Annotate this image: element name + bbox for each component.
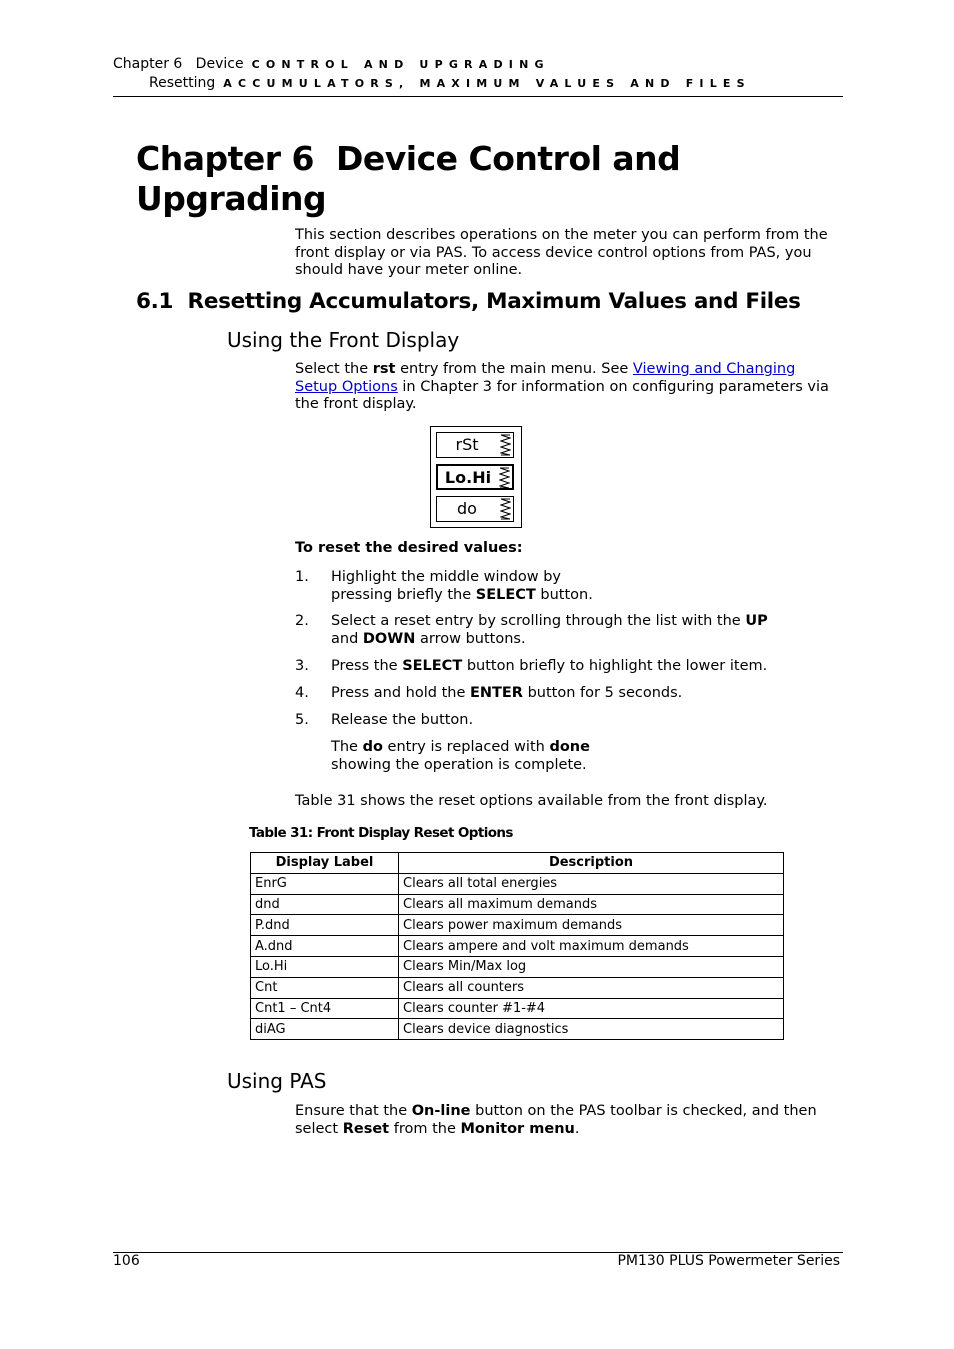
page-number: 106 bbox=[113, 1253, 140, 1269]
text-run: in Chapter 3 for information on configuring parameters via the front display. bbox=[295, 378, 829, 412]
step-number: 4. bbox=[295, 685, 309, 701]
step-text bbox=[331, 685, 831, 703]
link-viewing-and-changing-setup-options[interactable]: Viewing and Changing Setup Options bbox=[295, 361, 796, 395]
running-header-line1 bbox=[113, 56, 550, 72]
subsection-front-display: Using the Front Display bbox=[227, 328, 460, 352]
table-row bbox=[251, 936, 784, 957]
text-run: Ensure that the bbox=[295, 1103, 412, 1119]
table-row bbox=[251, 977, 784, 998]
procedure-heading: To reset the desired values: bbox=[295, 540, 523, 556]
table-row bbox=[251, 894, 784, 915]
running-header-line2 bbox=[149, 75, 751, 91]
cell-description: Clears ampere and volt maximum demands bbox=[399, 936, 784, 957]
bold-term-on-line: On-line bbox=[411, 1103, 471, 1119]
header-rule bbox=[113, 96, 843, 97]
bold-term-monitor-menu: Monitor menu bbox=[460, 1120, 575, 1137]
bold-term-down: DOWN bbox=[362, 630, 416, 647]
running-header-section-caps: ACCUMULATORS, MAXIMUM VALUES AND FILES bbox=[223, 77, 751, 90]
step-text bbox=[331, 658, 831, 676]
bold-term-enter: ENTER bbox=[469, 685, 523, 701]
text-run: Press the bbox=[331, 658, 403, 674]
text-run: showing the operation is complete. bbox=[331, 756, 587, 773]
cell-display-label: EnrG bbox=[251, 873, 399, 894]
text-run: button on the PAS toolbar is checked, and then select bbox=[295, 1103, 817, 1137]
scroll-indicator-icon bbox=[500, 434, 511, 456]
front-display-panel-figure bbox=[430, 426, 522, 528]
table-row bbox=[251, 873, 784, 894]
cell-description: Clears device diagnostics bbox=[399, 1019, 784, 1040]
scroll-indicator-icon bbox=[500, 498, 511, 520]
text-run: from the bbox=[389, 1120, 461, 1137]
chapter-title bbox=[136, 139, 836, 219]
pas-paragraph bbox=[295, 1103, 840, 1138]
step-text bbox=[331, 613, 831, 648]
cell-description: Clears power maximum demands bbox=[399, 915, 784, 936]
step-number: 2. bbox=[295, 613, 309, 629]
text-run: . bbox=[574, 1120, 580, 1137]
bold-term-reset: Reset bbox=[342, 1120, 390, 1137]
running-header-chapter: Chapter 6 Device bbox=[113, 56, 244, 72]
cell-description: Clears all total energies bbox=[399, 873, 784, 894]
cell-description: Clears all counters bbox=[399, 977, 784, 998]
cell-display-label: A.dnd bbox=[251, 936, 399, 957]
display-window-upper bbox=[436, 432, 514, 458]
text-run: and bbox=[331, 630, 363, 647]
text-run: Press and hold the bbox=[331, 685, 470, 701]
table-row bbox=[251, 915, 784, 936]
table-row bbox=[251, 956, 784, 977]
step-text: Release the button. bbox=[331, 712, 474, 728]
display-window-middle bbox=[436, 464, 514, 490]
bold-term-do: do bbox=[362, 739, 383, 755]
text-run: arrow buttons. bbox=[415, 630, 526, 647]
bold-term-up: UP bbox=[745, 613, 768, 629]
cell-description: Clears counter #1-#4 bbox=[399, 998, 784, 1019]
cell-display-label: Cnt1 – Cnt4 bbox=[251, 998, 399, 1019]
step-number: 5. bbox=[295, 712, 309, 728]
cell-description: Clears all maximum demands bbox=[399, 894, 784, 915]
display-window-middle-label: Lo.Hi bbox=[444, 468, 492, 487]
text-run: entry is replaced with bbox=[382, 739, 550, 755]
chapter-title-line1: Device Control and bbox=[335, 139, 681, 178]
step-number: 3. bbox=[295, 658, 309, 674]
chapter-title-line2: Upgrading bbox=[136, 179, 327, 218]
table-row bbox=[251, 1019, 784, 1040]
text-run: button briefly to highlight the lower item. bbox=[462, 658, 768, 674]
display-window-lower-label: do bbox=[457, 499, 477, 518]
table-header-row bbox=[251, 853, 784, 874]
reset-options-table bbox=[250, 852, 784, 1040]
table-row bbox=[251, 998, 784, 1019]
text-run: button. bbox=[535, 586, 593, 603]
step-text bbox=[331, 569, 831, 604]
column-header-description: Description bbox=[399, 853, 784, 874]
cell-display-label: dnd bbox=[251, 894, 399, 915]
text-run: Select a reset entry by scrolling through the list with the bbox=[331, 613, 746, 629]
subsection-using-pas: Using PAS bbox=[227, 1069, 327, 1093]
text-run: entry from the main menu. See bbox=[395, 361, 633, 377]
bold-term-done: done bbox=[549, 739, 590, 755]
text-run: Highlight the middle window by bbox=[331, 569, 562, 585]
cell-description: Clears Min/Max log bbox=[399, 956, 784, 977]
scroll-indicator-icon bbox=[499, 467, 510, 489]
running-header-chapter-caps: CONTROL AND UPGRADING bbox=[251, 58, 550, 71]
cell-display-label: diAG bbox=[251, 1019, 399, 1040]
bold-term-select: SELECT bbox=[402, 658, 463, 674]
text-run: pressing briefly the bbox=[331, 586, 476, 603]
table-caption: Table 31: Front Display Reset Options bbox=[249, 825, 513, 841]
cell-display-label: Cnt bbox=[251, 977, 399, 998]
select-rst-paragraph bbox=[295, 361, 840, 414]
bold-term-select: SELECT bbox=[475, 586, 536, 603]
text-run: The bbox=[331, 739, 363, 755]
footer-product-name: PM130 PLUS Powermeter Series bbox=[617, 1253, 840, 1269]
chapter-number: Chapter 6 bbox=[136, 139, 314, 178]
table-reference-text: Table 31 shows the reset options available from the front display. bbox=[295, 793, 768, 809]
bold-term-rst: rst bbox=[372, 361, 396, 377]
section-title: 6.1 Resetting Accumulators, Maximum Values and Files bbox=[136, 289, 801, 314]
cell-display-label: Lo.Hi bbox=[251, 956, 399, 977]
cell-display-label: P.dnd bbox=[251, 915, 399, 936]
display-window-lower bbox=[436, 496, 514, 522]
text-run: button for 5 seconds. bbox=[522, 685, 683, 701]
running-header-section: Resetting bbox=[149, 75, 216, 91]
step-number: 1. bbox=[295, 569, 309, 585]
display-window-upper-label: rSt bbox=[455, 435, 479, 454]
intro-paragraph: This section describes operations on the meter you can perform from the front display or via PAS. To access device control options from PAS, you should have your meter online. bbox=[295, 227, 828, 278]
text-run: Select the bbox=[295, 361, 373, 377]
column-header-display-label: Display Label bbox=[251, 853, 399, 874]
note-text bbox=[331, 739, 831, 774]
